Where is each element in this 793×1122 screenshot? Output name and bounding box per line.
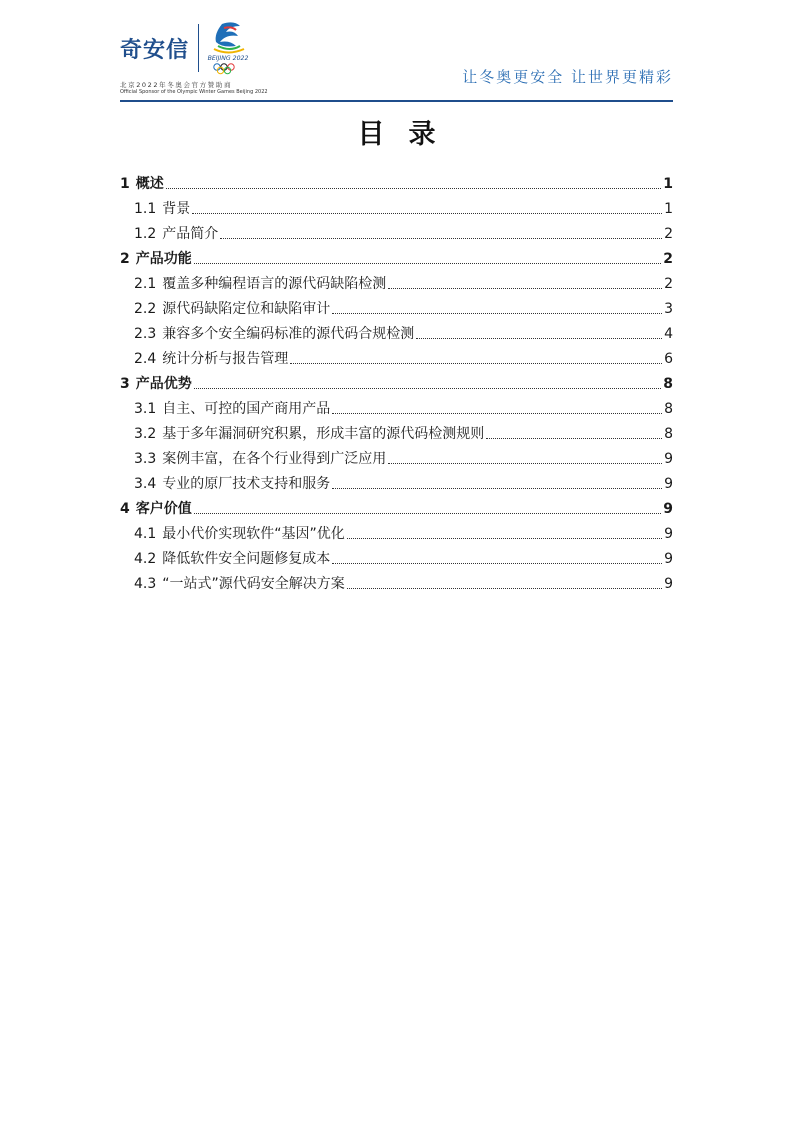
toc-entry-page: 4 <box>664 326 673 342</box>
toc-entry-title: 兼容多个安全编码标准的源代码合规检测 <box>162 326 415 342</box>
toc-entry-number: 2.1 <box>134 276 157 292</box>
toc-dot-leader <box>347 588 662 589</box>
toc-dot-leader <box>194 388 662 389</box>
toc-entry-number: 4 <box>120 501 130 517</box>
toc-entry-number: 1.2 <box>134 226 157 242</box>
toc-entry-number: 2.3 <box>134 326 157 342</box>
emblem-text: BEIJING 2022 <box>207 55 249 62</box>
toc-entry-title: 基于多年漏洞研究积累，形成丰富的源代码检测规则 <box>162 426 485 442</box>
brand-logo-text: 奇安信 <box>120 37 190 63</box>
toc-entry-number: 2.2 <box>134 301 157 317</box>
toc-entry-title: 统计分析与报告管理 <box>162 351 289 367</box>
toc-entry-page: 8 <box>664 401 673 417</box>
header-rule <box>120 100 673 102</box>
toc-entry[interactable] <box>120 418 673 443</box>
toc-dot-leader <box>192 213 662 214</box>
toc-entry-page: 1 <box>663 176 673 192</box>
toc-entry-page: 3 <box>664 301 673 317</box>
toc-entry-page: 2 <box>664 226 673 242</box>
toc-entry-number: 4.2 <box>134 551 157 567</box>
toc-dot-leader <box>332 413 662 414</box>
toc-entry[interactable] <box>120 518 673 543</box>
toc-dot-leader <box>194 263 662 264</box>
toc-entry[interactable] <box>120 218 673 243</box>
table-of-contents <box>120 168 673 593</box>
toc-dot-leader <box>416 338 662 339</box>
toc-entry-number: 2 <box>120 251 130 267</box>
toc-dot-leader <box>347 538 662 539</box>
beijing-2022-emblem-icon <box>204 18 252 76</box>
toc-entry[interactable] <box>120 243 673 268</box>
toc-entry-number: 3 <box>120 376 130 392</box>
toc-entry-page: 9 <box>664 551 673 567</box>
toc-entry-number: 1 <box>120 176 130 192</box>
sponsor-cn-text: 北京2022年冬奥会官方赞助商 <box>120 81 233 89</box>
toc-entry-page: 9 <box>663 501 673 517</box>
toc-entry-title: 最小代价实现软件“基因”优化 <box>162 526 345 542</box>
toc-entry-page: 9 <box>664 526 673 542</box>
toc-entry-title: 产品优势 <box>135 376 192 392</box>
toc-entry-number: 3.2 <box>134 426 157 442</box>
sponsor-en-text: Official Sponsor of the Olympic Winter Games Beijing 2022 <box>120 89 268 95</box>
toc-entry-number: 1.1 <box>134 201 157 217</box>
toc-entry-number: 4.3 <box>134 576 157 592</box>
toc-entry[interactable] <box>120 368 673 393</box>
toc-entry-page: 9 <box>664 451 673 467</box>
toc-entry-title: 案例丰富，在各个行业得到广泛应用 <box>162 451 387 467</box>
toc-entry-page: 8 <box>663 376 673 392</box>
toc-dot-leader <box>486 438 662 439</box>
toc-entry-title: 专业的原厂技术支持和服务 <box>162 476 331 492</box>
toc-entry-page: 6 <box>664 351 673 367</box>
toc-entry-page: 9 <box>664 576 673 592</box>
toc-entry-page: 2 <box>663 251 673 267</box>
toc-entry-title: 覆盖多种编程语言的源代码缺陷检测 <box>162 276 387 292</box>
toc-entry-title: “一站式”源代码安全解决方案 <box>162 576 345 592</box>
toc-dot-leader <box>194 513 662 514</box>
toc-entry[interactable] <box>120 268 673 293</box>
toc-dot-leader <box>290 363 662 364</box>
toc-dot-leader <box>332 488 662 489</box>
toc-entry-title: 产品功能 <box>135 251 192 267</box>
toc-entry-title: 产品简介 <box>162 226 219 242</box>
toc-entry[interactable] <box>120 468 673 493</box>
toc-entry[interactable] <box>120 543 673 568</box>
toc-entry[interactable] <box>120 393 673 418</box>
toc-entry-number: 2.4 <box>134 351 157 367</box>
toc-entry[interactable] <box>120 168 673 193</box>
toc-entry-title: 自主、可控的国产商用产品 <box>162 401 331 417</box>
toc-entry-number: 3.4 <box>134 476 157 492</box>
toc-entry[interactable] <box>120 568 673 593</box>
toc-dot-leader <box>388 463 662 464</box>
toc-dot-leader <box>220 238 662 239</box>
toc-entry[interactable] <box>120 318 673 343</box>
page-header <box>0 0 793 104</box>
toc-dot-leader <box>166 188 662 189</box>
toc-entry-title: 背景 <box>162 201 191 217</box>
toc-entry-page: 8 <box>664 426 673 442</box>
logo-divider <box>198 24 199 72</box>
toc-dot-leader <box>332 313 662 314</box>
toc-entry[interactable] <box>120 343 673 368</box>
header-slogan: 让冬奥更安全 让世界更精彩 <box>462 68 673 86</box>
toc-entry-title: 概述 <box>135 176 164 192</box>
toc-entry-number: 3.1 <box>134 401 157 417</box>
toc-entry[interactable] <box>120 443 673 468</box>
toc-entry-number: 4.1 <box>134 526 157 542</box>
toc-entry-title: 客户价值 <box>135 501 192 517</box>
toc-entry-page: 2 <box>664 276 673 292</box>
toc-dot-leader <box>332 563 662 564</box>
toc-entry[interactable] <box>120 493 673 518</box>
toc-entry-title: 降低软件安全问题修复成本 <box>162 551 331 567</box>
toc-dot-leader <box>388 288 662 289</box>
toc-entry-page: 9 <box>664 476 673 492</box>
toc-entry[interactable] <box>120 193 673 218</box>
toc-entry-title: 源代码缺陷定位和缺陷审计 <box>162 301 331 317</box>
toc-entry-number: 3.3 <box>134 451 157 467</box>
toc-entry-page: 1 <box>664 201 673 217</box>
toc-entry[interactable] <box>120 293 673 318</box>
toc-title: 目录 <box>357 119 460 150</box>
